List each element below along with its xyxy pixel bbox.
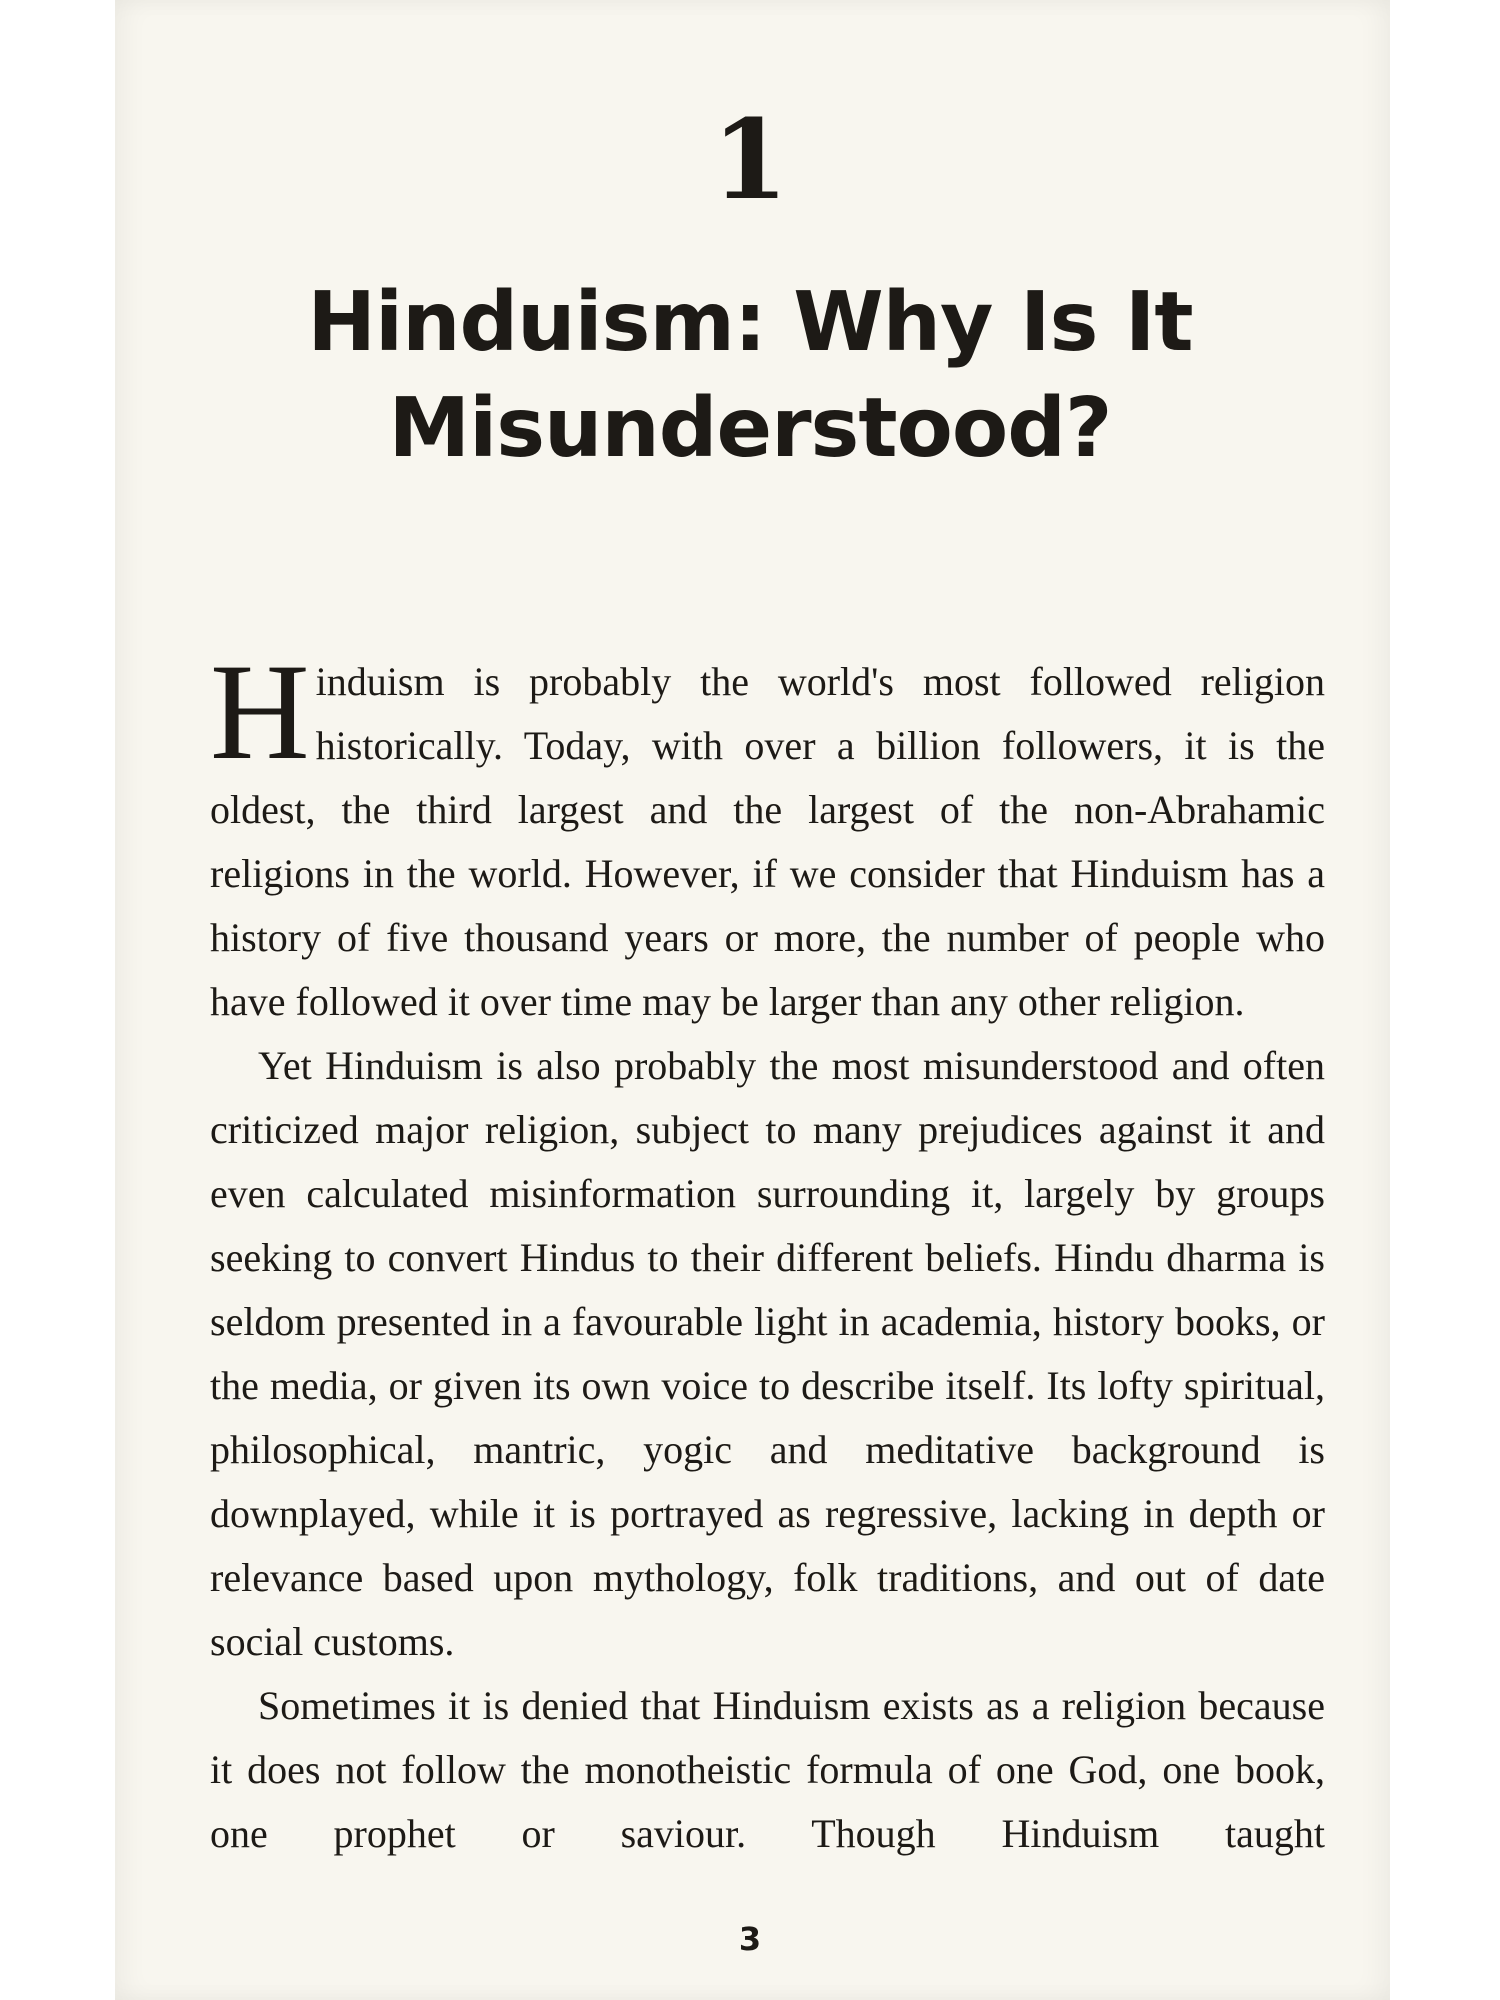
chapter-title-line-1: Hinduism: Why Is It: [307, 275, 1193, 370]
paragraph-2-text: Yet Hinduism is also probably the most misunderstood and often criticized major religion, subject to many prejudices against it and even calculated misinformation surrounding it, largely by groups seeking to convert Hindus to their different beliefs. Hindu dharma is seldom presented in a favourable light in academia, history books, or the media, or given its own voice to describe itself. Its lofty spiritual, philosophical, mantric, yogic and meditative background is downplayed, while it is portrayed as regressive, lacking in depth or relevance based upon mythology, folk traditions, and out of date social customs.: [210, 1043, 1325, 1664]
chapter-title-line-2: Misunderstood?: [388, 381, 1112, 476]
paragraph-1: [210, 635, 1325, 1034]
bleed-through-texture: [210, 10, 1340, 73]
paragraph-3-text: Sometimes it is denied that Hinduism exists as a religion because it does not follow the monotheistic formula of one God, one book, one prophet or saviour. Though Hinduism taught: [210, 1683, 1325, 1856]
chapter-number: 1: [711, 95, 789, 224]
paragraph-1-text: induism is probably the world's most followed religion historically. Today, with over a billion followers, it is the oldest, the third largest and the largest of the non-Abrahamic religions in the world. However, if we consider that Hinduism has a history of five thousand years or more, the number of people who have followed it over time may be larger than any other religion.: [210, 659, 1325, 1024]
chapter-title: [250, 270, 1250, 482]
paragraph-2: [210, 1034, 1325, 1674]
drop-cap: H: [210, 635, 310, 788]
paragraph-3: [210, 1674, 1325, 1866]
page-number: 3: [738, 1920, 762, 1958]
body-text: [210, 635, 1325, 1866]
